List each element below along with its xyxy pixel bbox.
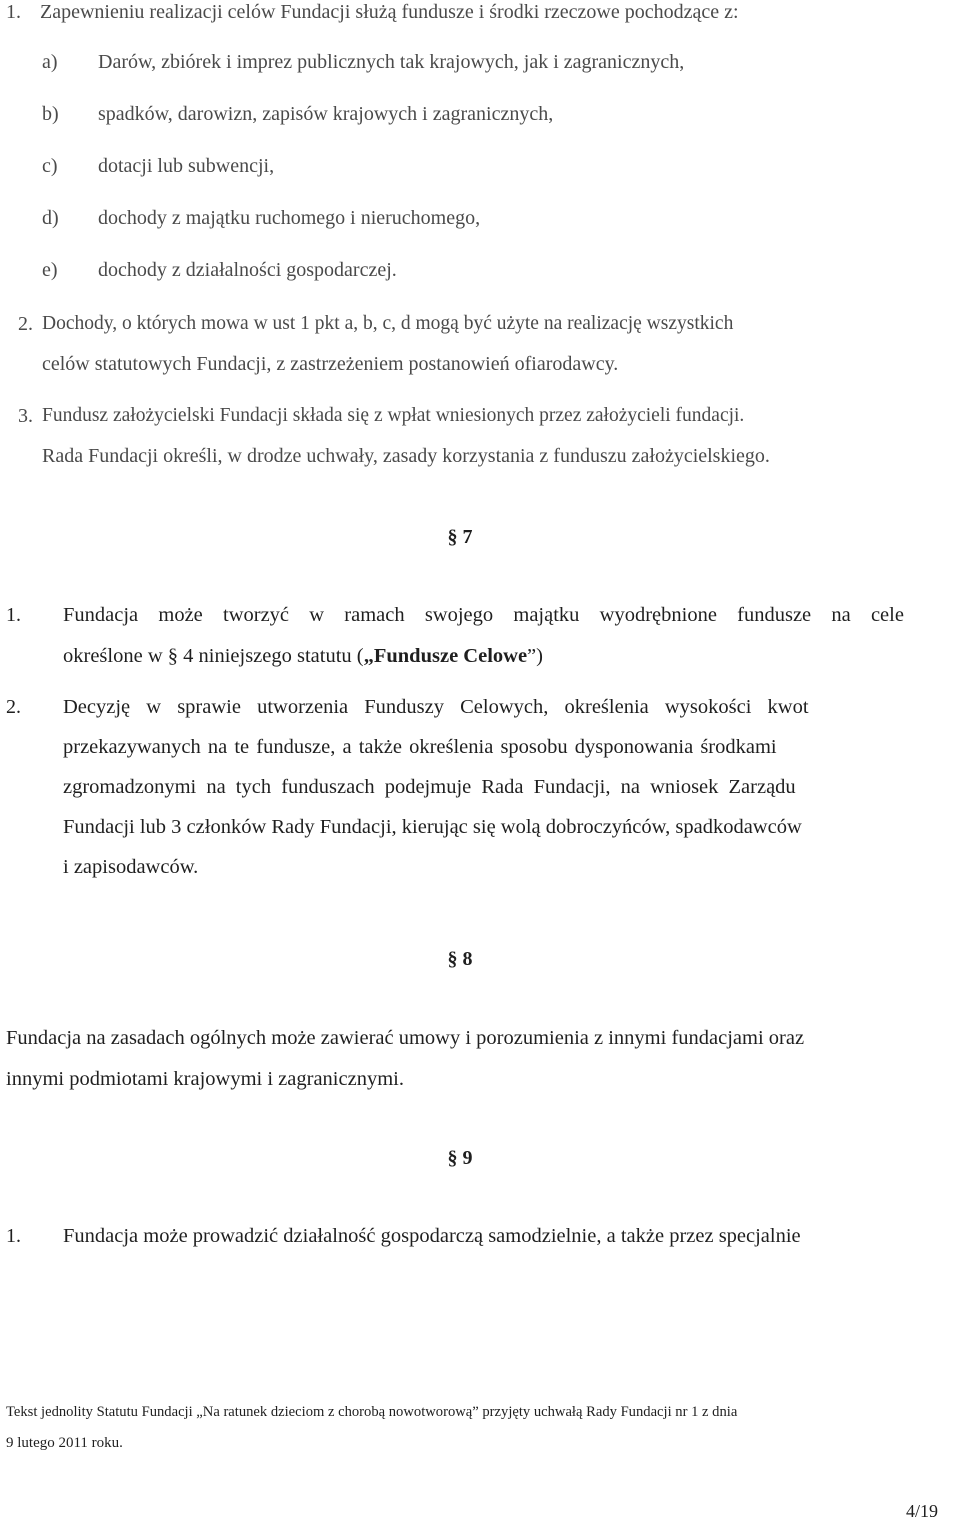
word: majątku — [513, 604, 580, 626]
word: fundusze — [737, 604, 812, 626]
word: wyodrębnione — [599, 604, 717, 626]
list-item: Darów, zbiórek i imprez publicznych tak krajowych, jak i zagranicznych, — [98, 51, 685, 73]
paragraph-text: innymi podmiotami krajowymi i zagranicznymi. — [6, 1068, 404, 1090]
text-run: ”) — [527, 645, 543, 667]
list-item: dotacji lub subwencji, — [98, 155, 275, 177]
word: cele — [870, 604, 904, 626]
list-item: dochody z działalności gospodarczej. — [98, 259, 397, 281]
paragraph-number: 1. — [6, 1, 21, 23]
word: w — [309, 604, 325, 626]
list-item-label: c) — [42, 155, 58, 177]
text-run: określone w § 4 niniejszego statutu ( — [63, 645, 364, 667]
list-item-label: e) — [42, 259, 58, 281]
section-heading-7: § 7 — [447, 526, 473, 548]
list-item-label: b) — [42, 103, 59, 125]
paragraph-text: zgromadzonymi na tych funduszach podejmuje Rada Fundacji, na wniosek Zarządu — [63, 776, 796, 798]
defined-term: „Fundusze Celowe — [363, 645, 528, 667]
paragraph-text: przekazywanych na te fundusze, a także określenia sposobu dysponowania środkami — [63, 736, 777, 758]
paragraph-text: Fundusz założycielski Fundacji składa się z wpłat wniesionych przez założycieli fundacji. — [42, 405, 745, 426]
list-item: dochody z majątku ruchomego i nieruchomego, — [98, 207, 481, 229]
paragraph-number: 1. — [6, 1225, 21, 1247]
word: Fundacja — [63, 604, 139, 626]
word: ramach — [344, 604, 405, 626]
paragraph-text: celów statutowych Fundacji, z zastrzeżeniem postanowień ofiarodawcy. — [42, 353, 619, 375]
word: może — [158, 604, 203, 626]
paragraph-text — [63, 603, 904, 627]
paragraph-number: 3. — [18, 405, 33, 427]
word: na — [831, 604, 851, 626]
page-number: 4/19 — [906, 1501, 939, 1521]
paragraph-text: i zapisodawców. — [63, 856, 199, 878]
footer-note-date: 9 lutego 2011 roku. — [6, 1435, 123, 1451]
list-item: spadków, darowizn, zapisów krajowych i zagranicznych, — [98, 103, 554, 125]
section-heading-8: § 8 — [447, 948, 473, 970]
paragraph-text: Zapewnieniu realizacji celów Fundacji służą fundusze i środki rzeczowe pochodzące z: — [40, 1, 739, 23]
list-item-label: a) — [42, 51, 58, 73]
paragraph-text: Rada Fundacji określi, w drodze uchwały, zasady korzystania z funduszu założycielskiego. — [42, 445, 770, 467]
paragraph-number: 2. — [18, 313, 33, 335]
paragraph-number: 2. — [6, 696, 21, 718]
paragraph-text: Fundacja może prowadzić działalność gospodarczą samodzielnie, a także przez specjalnie — [63, 1225, 801, 1247]
paragraph-text: Fundacja na zasadach ogólnych może zawierać umowy i porozumienia z innymi fundacjami oraz — [6, 1027, 805, 1049]
word: swojego — [424, 604, 494, 626]
paragraph-number: 1. — [6, 604, 21, 626]
paragraph-text: Dochody, o których mowa w ust 1 pkt a, b, c, d mogą być użyte na realizację wszystkich — [42, 313, 734, 334]
footer-note: Tekst jednolity Statutu Fundacji „Na ratunek dzieciom z chorobą nowotworową” przyjęty uchwałą Rady Fundacji nr 1 z dnia — [6, 1404, 738, 1420]
paragraph-text: Decyzję w sprawie utworzenia Funduszy Celowych, określenia wysokości kwot — [63, 696, 809, 718]
section-heading-9: § 9 — [447, 1147, 473, 1169]
list-item-label: d) — [42, 207, 59, 229]
paragraph-text: Fundacji lub 3 członków Rady Fundacji, kierując się wolą dobroczyńców, spadkodawców — [63, 816, 802, 838]
word: tworzyć — [223, 604, 290, 626]
paragraph-text — [63, 644, 543, 668]
